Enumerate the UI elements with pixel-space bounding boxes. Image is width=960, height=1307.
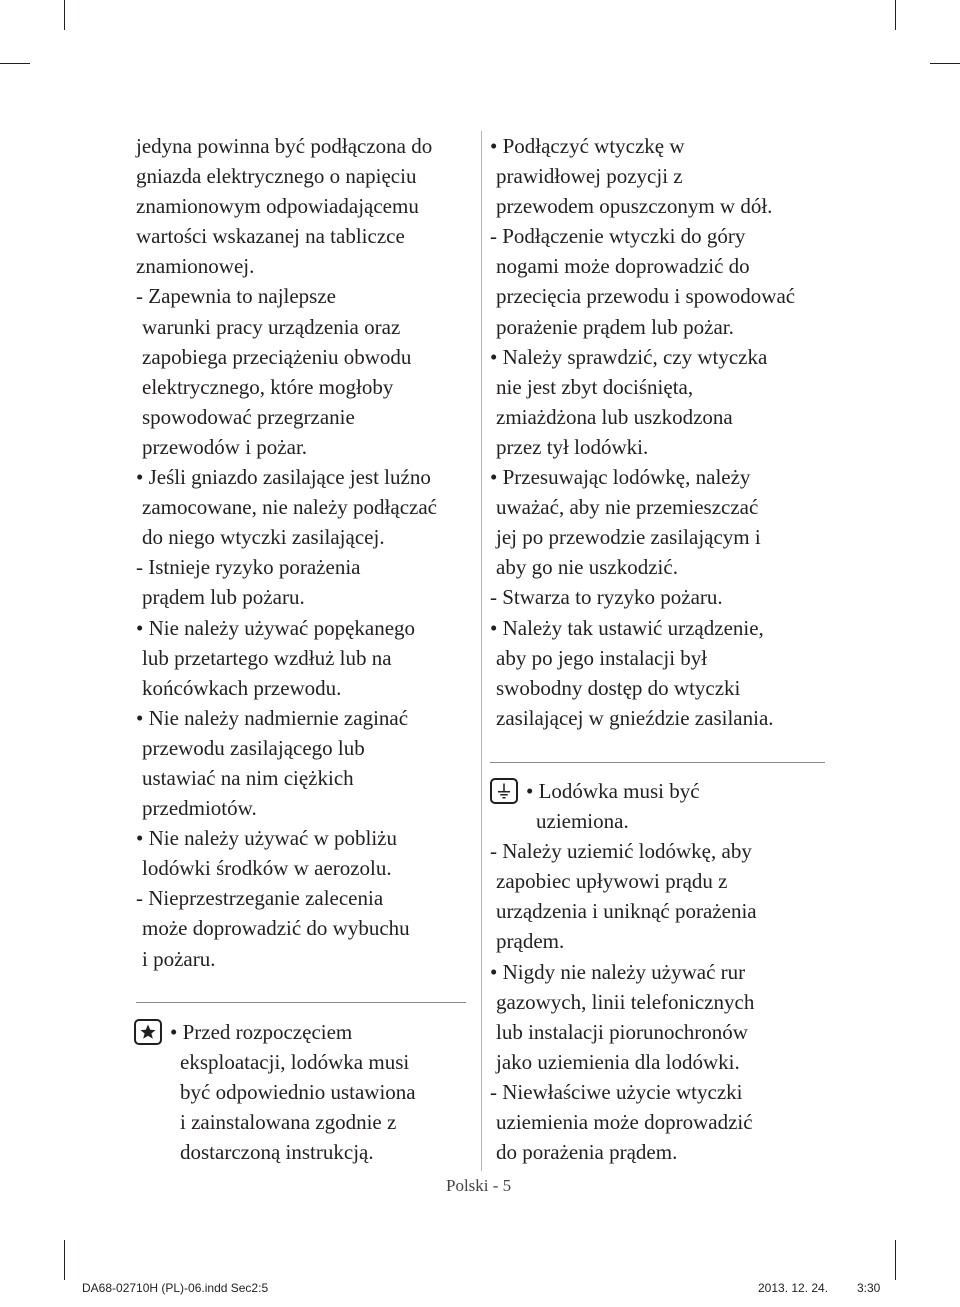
text-line: przewodu zasilającego lub (142, 735, 365, 760)
text-line: spowodować przegrzanie (142, 404, 355, 429)
text-line: uziemienia może doprowadzić (496, 1110, 753, 1135)
text-line: urządzenia i uniknąć porażenia (496, 899, 757, 924)
text-line: aby po jego instalacji był (496, 645, 708, 670)
text-line: przewodem opuszczonym w dół. (496, 194, 773, 219)
text-line: porażenie prądem lub pożar. (496, 314, 734, 339)
text-line: • Nie należy używać popękanego (136, 615, 416, 640)
page-number: Polski - 5 (446, 1176, 512, 1195)
text-line: ustawiać na nim ciężkich (142, 765, 354, 790)
text-line: gazowych, linii telefonicznych (496, 989, 755, 1014)
text-line: uziemiona. (536, 809, 629, 834)
crop-mark (64, 1240, 65, 1280)
text-line: - Podłączenie wtyczki do góry (490, 224, 746, 249)
text-line: i zainstalowana zgodnie z (180, 1110, 397, 1135)
text-line: znamionowym odpowiadającemu (136, 194, 419, 219)
text-line: nogami może doprowadzić do (496, 254, 750, 279)
crop-mark (64, 0, 65, 30)
text-line: • Podłączyć wtyczkę w (490, 134, 685, 158)
text-line: - Niewłaściwe użycie wtyczki (490, 1079, 743, 1104)
text-line: lub przetartego wzdłuż lub na (142, 645, 392, 670)
crop-mark (0, 63, 30, 64)
column-divider (481, 131, 482, 1171)
star-note-icon (134, 1019, 162, 1045)
text-line: - Nieprzestrzeganie zalecenia (136, 886, 384, 911)
text-line: zamocowane, nie należy podłączać (142, 495, 437, 520)
text-line: swobodny dostęp do wtyczki (496, 675, 741, 700)
text-line: być odpowiednio ustawiona (180, 1080, 416, 1105)
text-line: nie jest zbyt dociśnięta, (496, 374, 694, 399)
text-line: aby go nie uszkodzić. (496, 555, 678, 580)
crop-mark (895, 1240, 896, 1280)
text-line: przewodów i pożar. (142, 434, 308, 459)
text-line: jej po przewodzie zasilającym i (496, 525, 761, 550)
text-line: - Należy uziemić lodówkę, aby (490, 839, 752, 864)
text-line: lodówki środków w aerozolu. (142, 856, 392, 881)
text-line: • Nie należy używać w pobliżu (136, 826, 398, 851)
text-line: i pożaru. (142, 946, 216, 971)
text-line: jedyna powinna być podłączona do (136, 134, 433, 158)
text-line: - Zapewnia to najlepsze (136, 284, 336, 309)
text-line: przez tył lodówki. (496, 434, 649, 459)
text-line: - Istnieje ryzyko porażenia (136, 555, 361, 580)
text-line: przedmiotów. (142, 796, 257, 821)
left-note (170, 1017, 470, 1167)
slug-file: DA68-02710H (PL)-06.indd Sec2:5 (82, 1281, 269, 1295)
text-line: zapobiec upływowi prądu z (496, 869, 728, 894)
text-line: elektrycznego, które mogłoby (142, 374, 394, 399)
text-line: • Należy sprawdzić, czy wtyczka (490, 344, 768, 369)
text-line: zapobiega przeciążeniu obwodu (142, 344, 412, 369)
text-line: gniazda elektrycznego o napięciu (136, 164, 417, 189)
text-line: do porażenia prądem. (496, 1140, 678, 1165)
divider (136, 1002, 466, 1003)
text-line: warunki pracy urządzenia oraz (142, 314, 401, 339)
divider (490, 762, 825, 763)
slug-date: 2013. 12. 24. (758, 1281, 829, 1295)
text-line: prawidłowej pozycji z (496, 164, 683, 189)
text-line: • Nie należy nadmiernie zaginać (136, 705, 409, 730)
text-line: jako uziemienia dla lodówki. (496, 1049, 740, 1074)
text-line: zmiażdżona lub uszkodzona (496, 404, 733, 429)
text-line: wartości wskazanej na tabliczce (136, 224, 405, 249)
text-line: • Jeśli gniazdo zasilające jest luźno (136, 465, 431, 490)
right-column (490, 131, 840, 733)
text-line: prądem lub pożaru. (142, 585, 305, 610)
text-line: znamionowej. (136, 254, 255, 279)
right-note (490, 776, 840, 1167)
text-line: dostarczoną instrukcją. (180, 1140, 374, 1165)
text-line: przecięcia przewodu i spowodować (496, 284, 796, 309)
crop-mark (930, 63, 960, 64)
text-line: • Przesuwając lodówkę, należy (490, 465, 751, 490)
text-line: eksploatacji, lodówka musi (180, 1050, 410, 1075)
text-line: • Lodówka musi być (526, 779, 700, 803)
left-column (136, 131, 476, 974)
text-line: • Przed rozpoczęciem (170, 1020, 353, 1044)
text-line: lub instalacji piorunochronów (496, 1019, 748, 1044)
text-line: • Nigdy nie należy używać rur (490, 959, 746, 984)
text-line: końcówkach przewodu. (142, 675, 342, 700)
text-line: zasilającej w gnieździe zasilania. (496, 705, 774, 730)
text-line: do niego wtyczki zasilającej. (142, 525, 385, 550)
text-line: uważać, aby nie przemieszczać (496, 495, 759, 520)
text-line: - Stwarza to ryzyko pożaru. (490, 585, 723, 610)
text-line: prądem. (496, 929, 565, 954)
slug-time: 3:30 (857, 1281, 881, 1295)
text-line: • Należy tak ustawić urządzenie, (490, 615, 764, 640)
crop-mark (895, 0, 896, 30)
text-line: może doprowadzić do wybuchu (142, 916, 410, 941)
